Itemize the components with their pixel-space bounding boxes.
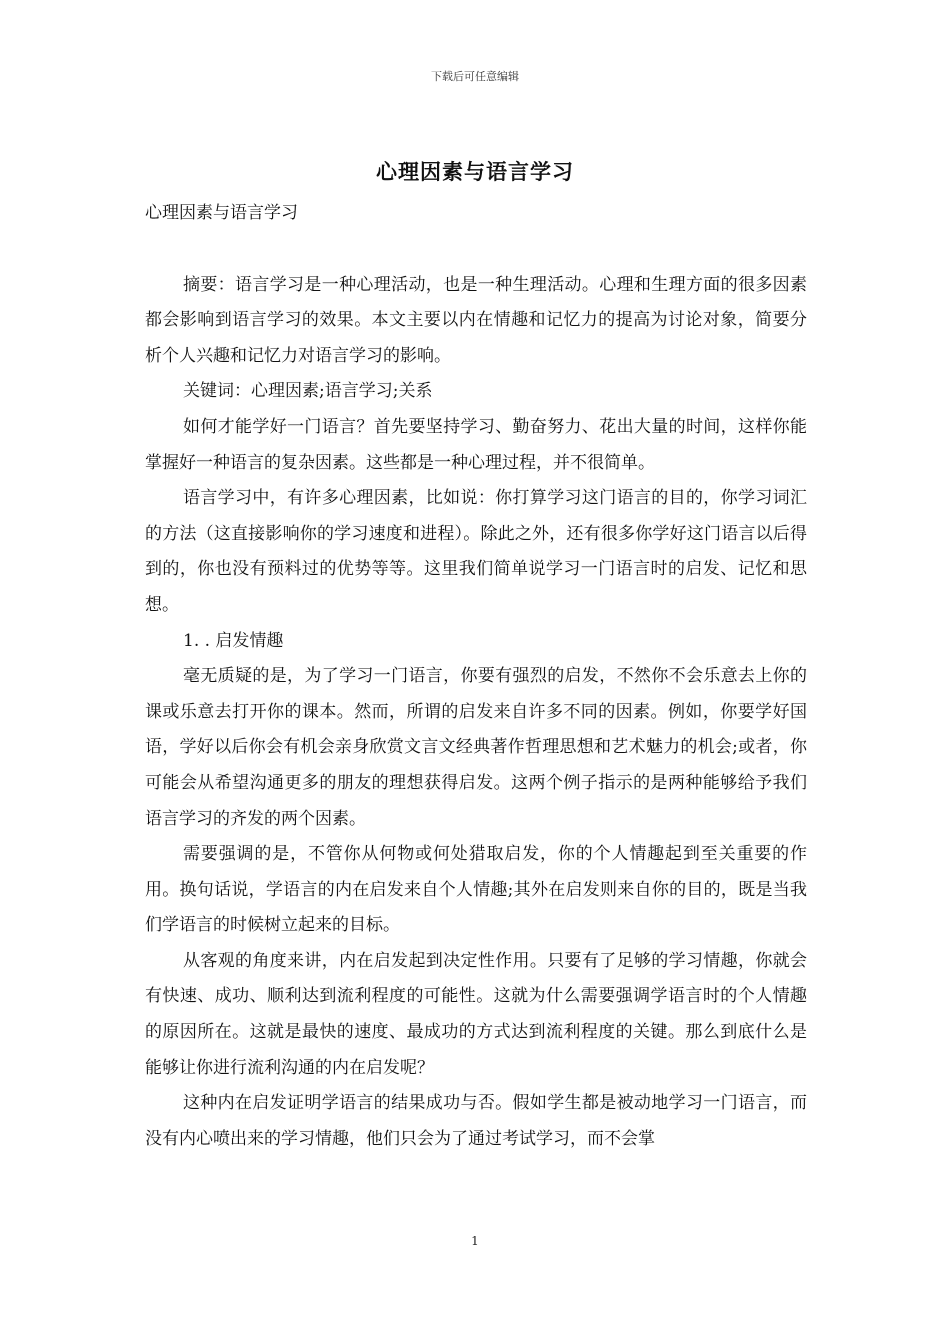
abstract-paragraph: 摘要：语言学习是一种心理活动，也是一种生理活动。心理和生理方面的很多因素都会影响到语言学习的效果。本文主要以内在情趣和记忆力的提高为讨论对象，简要分析个人兴趣和记忆力对语言学习的影响。 (145, 274, 807, 366)
blank-line (145, 232, 807, 268)
body-paragraph: 如何才能学好一门语言？首先要坚持学习、勤奋努力、花出大量的时间，这样你能掌握好一种语言的复杂因素。这些都是一种心理过程，并不很简单。 (145, 416, 807, 473)
document-title: 心理因素与语言学习 (376, 159, 574, 184)
section-heading: 1. . 启发情趣 (183, 630, 284, 651)
keywords-paragraph: 关键词：心理因素;语言学习;关系 (183, 381, 433, 402)
body-paragraph: 需要强调的是，不管你从何物或何处猎取启发，你的个人情趣起到至关重要的作用。换句话说，学语言的内在启发来自个人情趣;其外在启发则来自你的目的，既是当我们学语言的时候树立起来的目标。 (145, 844, 807, 936)
body-paragraph: 语言学习中，有许多心理因素，比如说：你打算学习这门语言的目的，你学习词汇的方法（这直接影响你的学习速度和进程）。除此之外，还有很多你学好这门语言以后得到的，你也没有预料过的优势等等。这里我们简单说学习一门语言时的启发、记忆和思想。 (145, 488, 807, 615)
header-note: 下载后可任意编辑 (431, 70, 519, 83)
body-paragraph: 这种内在启发证明学语言的结果成功与否。假如学生都是被动地学习一门语言，而没有内心喷出来的学习情趣，他们只会为了通过考试学习，而不会掌 (145, 1093, 807, 1149)
body-paragraph: 毫无质疑的是，为了学习一门语言，你要有强烈的启发，不然你不会乐意去上你的课或乐意去打开你的课本。然而，所谓的启发来自许多不同的因素。例如，你要学好国语，学好以后你会有机会亲身欣赏文言文经典著作哲理思想和艺术魅力的机会;或者，你可能会从希望沟通更多的朋友的理想获得启发。这两个例子指示的是两种能够给予我们语言学习的齐发的两个因素。 (145, 666, 807, 829)
body-paragraph: 从客观的角度来讲，内在启发起到决定性作用。只要有了足够的学习情趣，你就会有快速、成功、顺利达到流利程度的可能性。这就为什么需要强调学语言时的个人情趣的原因所在。这就是最快的速度、最成功的方式达到流利程度的关键。那么到底什么是能够让你进行流利沟通的内在启发呢？ (145, 950, 807, 1078)
page-number: 1 (471, 1234, 479, 1248)
document-subtitle: 心理因素与语言学习 (145, 203, 298, 223)
document-body (145, 196, 807, 1157)
